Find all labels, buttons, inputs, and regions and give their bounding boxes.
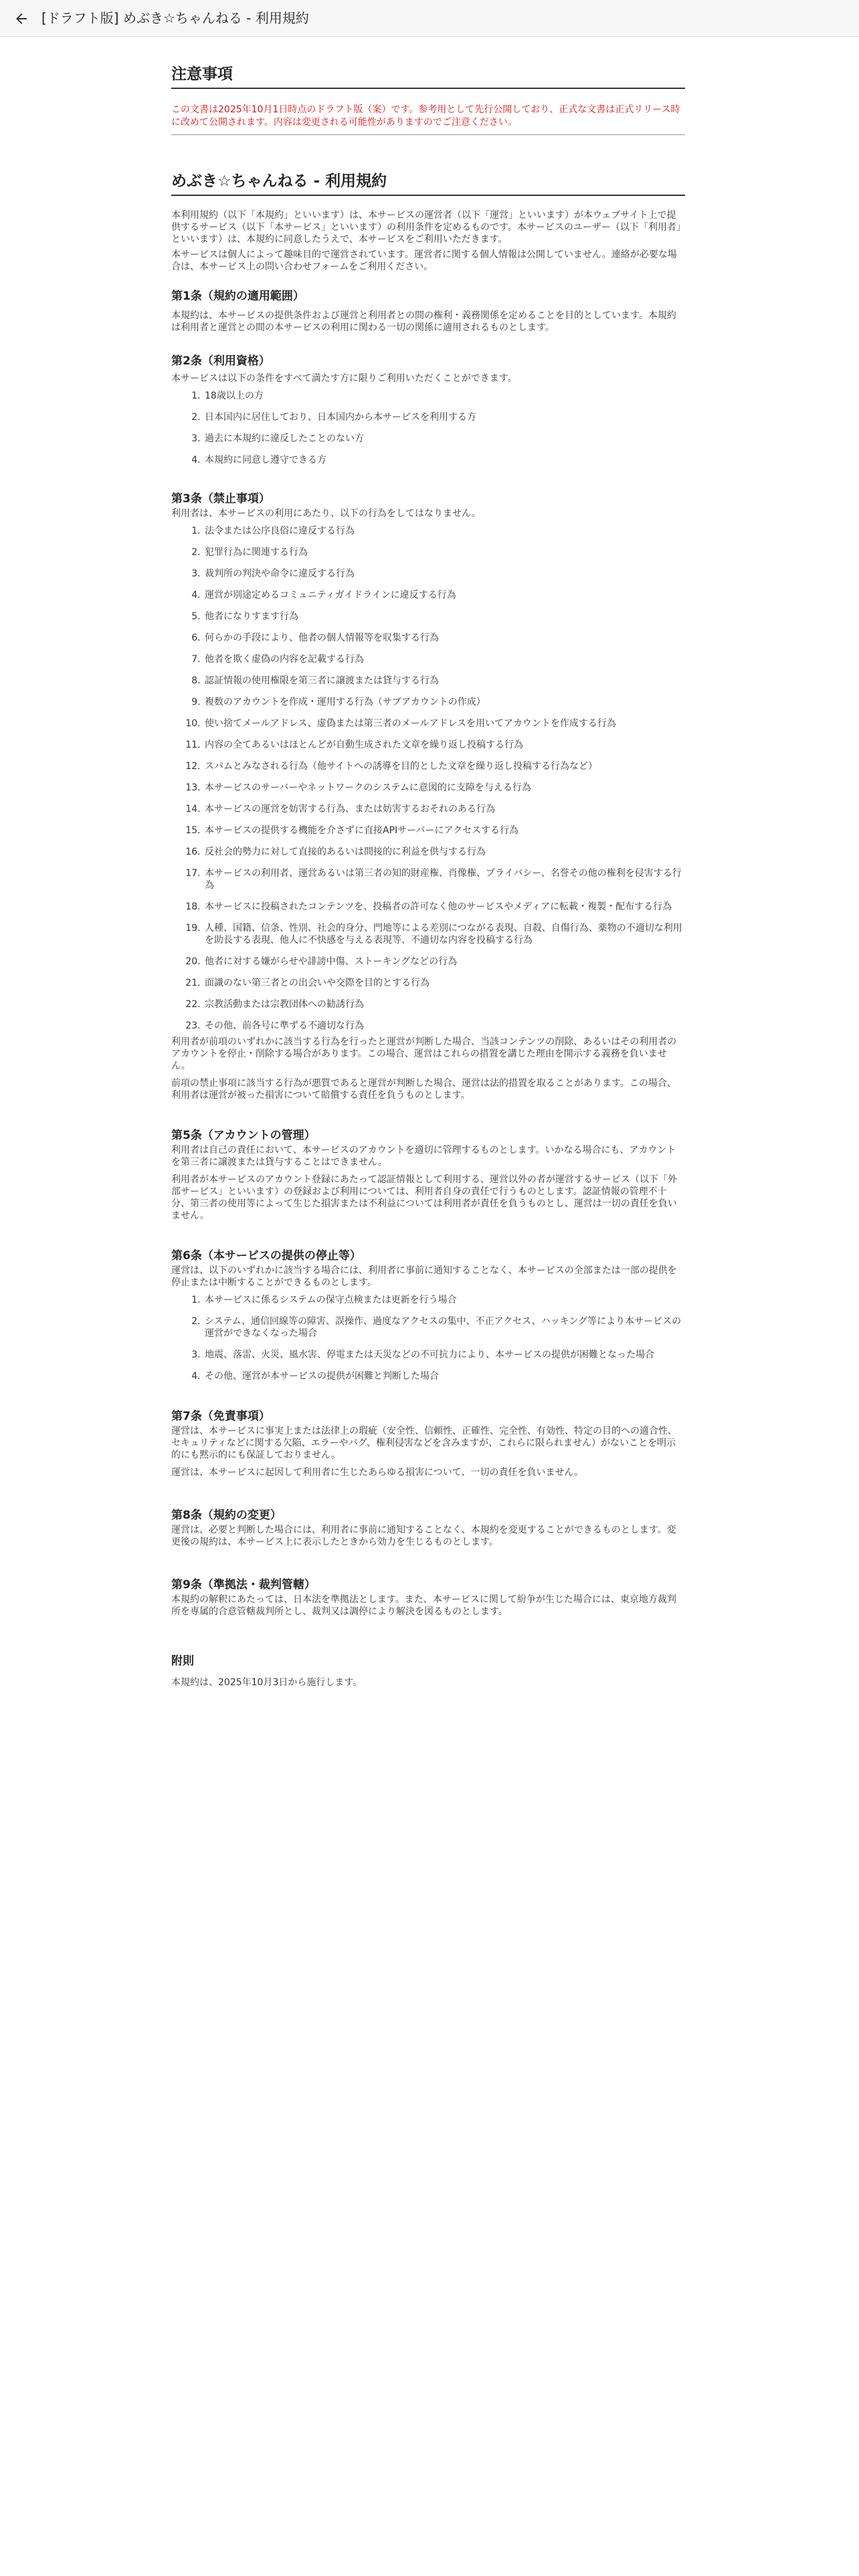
article-body: 本規約の解釈にあたっては、日本法を準拠法とします。また、本サービスに関して紛争が生じた場合には、東京地方裁判所を専属的合意管轄裁判所とし、裁判又は調停により解決を図るものとします。 [171, 1594, 676, 1617]
list-item: 20. 他者に対する嫌がらせや誹謗中傷、ストーキングなどの行為 [203, 956, 685, 968]
list-item: 18. 本サービスに投稿されたコンテンツを、投稿者の許可なく他のサービスやメディアに転載・複製・配布する行為 [203, 901, 685, 913]
prohibited-list [171, 525, 685, 1032]
list-item: 21. 面識のない第三者との出会いや交際を目的とする行為 [203, 977, 685, 989]
article-body: 利用者が本サービスのアカウント登録にあたって認証情報として利用する、運営以外の者が運営するサービス（以下「外部サービス」といいます）の登録および利用については、利用者自身の責任で行うものとします。認証情報の管理不十分、第三者の使用等によって生じた損害または不利益については利用者が責任を負うものとし、運営は一切の責任を負いません。 [171, 1174, 677, 1221]
article-7 [171, 1409, 685, 1479]
list-item: 2. 日本国内に居住しており、日本国内から本サービスを利用する方 [203, 411, 685, 423]
list-item: 2. システム、通信回線等の障害、誤操作、過度なアクセスの集中、不正アクセス、ハッキング等により本サービスの運営ができなくなった場合 [203, 1315, 685, 1339]
list-item: 2. 犯罪行為に関連する行為 [203, 546, 685, 558]
article-5 [171, 1128, 685, 1222]
supplementary-provisions [171, 1654, 685, 1689]
eligibility-list [171, 390, 685, 466]
article-heading: 第2条（利用資格） [171, 354, 270, 368]
list-item: 3. 地震、落雷、火災、風水害、停電または天災などの不可抗力により、本サービスの提供が困難となった場合 [203, 1349, 685, 1361]
list-item: 13. 本サービスのサーバーやネットワークのシステムに意図的に支障を与える行為 [203, 782, 685, 794]
supplementary-body: 本規約は、2025年10月3日から施行します。 [171, 1677, 363, 1688]
list-item: 4. 本規約に同意し遵守できる方 [203, 454, 685, 466]
top-app-bar [0, 0, 859, 37]
article-body: 利用者は、本サービスの利用にあたり、以下の行為をしてはなりません。 [171, 508, 481, 519]
list-item: 3. 過去に本規約に違反したことのない方 [203, 433, 685, 445]
article-body: 利用者が前項のいずれかに該当する行為を行ったと運営が判断した場合、当該コンテンツの削除、あるいはその利用者のアカウントを停止・削除する場合があります。この場合、運営はこれらの措置を講じた理由を開示する義務を負いません。 [171, 1037, 677, 1071]
list-item: 19. 人種、国籍、信条、性別、社会的身分、門地等による差別につながる表現、自殺、自傷行為、薬物の不適切な利用を助長する表現、他人に不快感を与える表現等、不適切な内容を投稿する行為 [203, 922, 685, 946]
article-body: 利用者は自己の責任において、本サービスのアカウントを適切に管理するものとします。いかなる場合にも、アカウントを第三者に譲渡または貸与することはできません。 [171, 1145, 676, 1168]
article-heading: 第5条（アカウントの管理） [171, 1129, 316, 1142]
article-2 [171, 354, 685, 466]
notice-heading: 注意事項 [171, 64, 685, 89]
list-item: 3. 裁判所の判決や命令に違反する行為 [203, 568, 685, 580]
document-title: めぶき☆ちゃんねる - 利用規約 [171, 171, 685, 196]
list-item: 4. 運営が別途定めるコミュニティガイドラインに違反する行為 [203, 589, 685, 601]
list-item: 1. 法令または公序良俗に違反する行為 [203, 525, 685, 537]
list-item: 9. 複数のアカウントを作成・運用する行為（サブアカウントの作成） [203, 696, 685, 708]
list-item: 23. その他、前各号に準ずる不適切な行為 [203, 1020, 685, 1032]
divider [171, 134, 685, 135]
list-item: 15. 本サービスの提供する機能を介さずに直接APIサーバーにアクセスする行為 [203, 825, 685, 837]
article-9 [171, 1578, 685, 1618]
intro-paragraph: 本利用規約（以下「本規約」といいます）は、本サービスの運営者（以下「運営」といいます）が本ウェブサイト上で提供するサービス（以下「本サービス」といいます）の利用条件を定めるものです。本サービスのユーザー（以下「利用者」といいます）は、本規約に同意したうえで、本サービスをご利用いただきます。 [171, 210, 681, 245]
list-item: 7. 他者を欺く虚偽の内容を記載する行為 [203, 653, 685, 665]
list-item: 1. 18歳以上の方 [203, 390, 685, 402]
article-body: 前項の禁止事項に該当する行為が悪質であると運営が判断した場合、運営は法的措置を取ることがあります。この場合、利用者は運営が被った損害について賠償する責任を負うものとします。 [171, 1078, 676, 1101]
list-item: 10. 使い捨てメールアドレス、虚偽または第三者のメールアドレスを用いてアカウントを作成する行為 [203, 718, 685, 730]
article-6 [171, 1249, 685, 1382]
article-8 [171, 1508, 685, 1548]
article-heading: 第9条（準拠法・裁判管轄） [171, 1578, 316, 1592]
list-item: 4. その他、運営が本サービスの提供が困難と判断した場合 [203, 1370, 685, 1382]
article-body: 本サービスは以下の条件をすべて満たす方に限りご利用いただくことができます。 [171, 373, 517, 384]
list-item: 12. スパムとみなされる行為（他サイトへの誘導を目的とした文章を繰り返し投稿する行為など） [203, 760, 685, 772]
list-item: 1. 本サービスに係るシステムの保守点検または更新を行う場合 [203, 1294, 685, 1306]
arrow-left-icon [13, 11, 29, 27]
article-body: 運営は、本サービスに起因して利用者に生じたあらゆる損害について、一切の責任を負いません。 [171, 1467, 584, 1478]
article-heading: 第6条（本サービスの提供の停止等） [171, 1249, 361, 1263]
list-item: 6. 何らかの手段により、他者の個人情報等を収集する行為 [203, 632, 685, 644]
intro-paragraph: 本サービスは個人によって趣味目的で運営されています。運営者に関する個人情報は公開していません。連絡が必要な場合は、本サービス上の問い合わせフォームをご利用ください。 [171, 249, 677, 272]
article-body: 運営は、以下のいずれかに該当する場合には、利用者に事前に通知することなく、本サービスの全部または一部の提供を停止または中断することができるものとします。 [171, 1265, 677, 1288]
back-button[interactable] [8, 5, 35, 32]
supplementary-heading: 附則 [171, 1654, 194, 1668]
list-item: 14. 本サービスの運営を妨害する行為、または妨害するおそれのある行為 [203, 803, 685, 815]
article-1 [171, 289, 685, 334]
list-item: 8. 認証情報の使用権限を第三者に譲渡または貸与する行為 [203, 675, 685, 687]
suspension-list [171, 1294, 685, 1382]
document-content [171, 64, 685, 1689]
article-body: 運営は、必要と判断した場合には、利用者に事前に通知することなく、本規約を変更することができるものとします。変更後の規約は、本サービス上に表示したときから効力を生じるものとします。 [171, 1525, 676, 1547]
draft-notice: この文書は2025年10月1日時点のドラフト版（案）です。参考用として先行公開しており、正式な文書は正式リリース時に改めて公開されます。内容は変更される可能性がありますのでご注意ください。 [171, 104, 680, 128]
article-heading: 第8条（規約の変更） [171, 1509, 282, 1522]
article-heading: 第1条（規約の適用範囲） [171, 290, 304, 303]
article-heading: 第3条（禁止事項） [171, 492, 270, 506]
list-item: 11. 内容の全てあるいはほとんどが自動生成された文章を繰り返し投稿する行為 [203, 739, 685, 751]
article-body: 本規約は、本サービスの提供条件および運営と利用者との間の権利・義務関係を定めることを目的としています。本規約は利用者と運営との間の本サービスの利用に関わる一切の関係に適用されるものとします。 [171, 310, 676, 333]
list-item: 17. 本サービスの利用者、運営あるいは第三者の知的財産権、肖像権、プライバシー、名誉その他の権利を侵害する行為 [203, 867, 685, 891]
list-item: 16. 反社会的勢力に対して直接的あるいは間接的に利益を供与する行為 [203, 846, 685, 858]
page-title: [ドラフト版] めぶき☆ちゃんねる - 利用規約 [41, 10, 309, 26]
article-3 [171, 492, 685, 1101]
list-item: 22. 宗教活動または宗教団体への勧誘行為 [203, 998, 685, 1010]
list-item: 5. 他者になりすます行為 [203, 611, 685, 623]
article-body: 運営は、本サービスに事実上または法律上の瑕疵（安全性、信頼性、正確性、完全性、有効性、特定の目的への適合性、セキュリティなどに関する欠陥、エラーやバグ、権利侵害などを含みますが、これらに限られません）がないことを明示的にも黙示的にも保証しておりません。 [171, 1426, 677, 1461]
article-heading: 第7条（免責事項） [171, 1410, 270, 1423]
